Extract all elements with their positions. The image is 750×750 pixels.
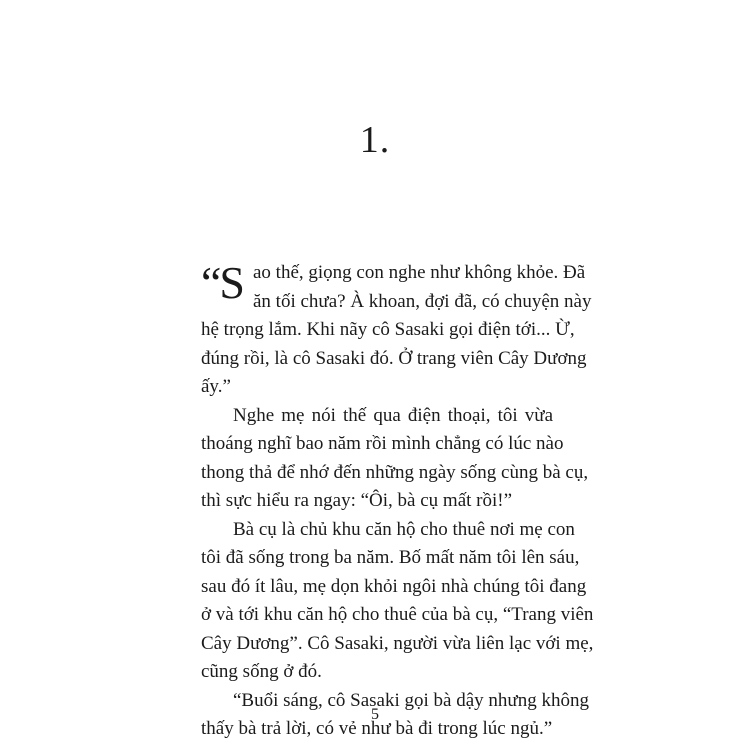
drop-cap: “S xyxy=(201,257,243,308)
text-line: thong thả để nhớ đến những ngày sống cùng bà cụ, xyxy=(201,461,589,483)
text-line: hệ trọng lắm. Khi nãy cô Sasaki gọi điện tới... Ừ, xyxy=(201,319,575,340)
text-line: ăn tối chưa? À khoan, đợi đã, có chuyện này xyxy=(253,290,592,312)
body-text xyxy=(201,257,594,744)
text-line: “Buổi sáng, cô Sasaki gọi bà dậy nhưng không xyxy=(233,689,589,711)
text-line: Cây Dương”. Cô Sasaki, người vừa liên lạc với mẹ, xyxy=(201,632,594,654)
text-line: ở và tới khu căn hộ cho thuê của bà cụ, “Trang viên xyxy=(201,604,594,625)
chapter-number: 1. xyxy=(359,119,391,161)
text-line: sau đó ít lâu, mẹ dọn khỏi ngôi nhà chúng tôi đang xyxy=(201,575,587,597)
text-line: thoáng nghĩ bao năm rồi mình chẳng có lúc nào xyxy=(201,433,564,454)
text-line: ấy.” xyxy=(201,376,231,397)
text-line: đúng rồi, là cô Sasaki đó. Ở trang viên Cây Dương xyxy=(201,347,587,369)
text-line: ao thế, giọng con nghe như không khỏe. Đã xyxy=(253,262,586,283)
text-line: Nghe mẹ nói thế qua điện thoại, tôi vừa xyxy=(233,404,553,426)
page-number: 5 xyxy=(371,706,379,723)
text-line: thấy bà trả lời, có vẻ như bà đi trong lúc ngủ.” xyxy=(201,718,553,739)
text-line: thì sực hiểu ra ngay: “Ôi, bà cụ mất rồi!” xyxy=(201,490,513,511)
text-line: tôi đã sống trong ba năm. Bố mất năm tôi lên sáu, xyxy=(201,547,580,568)
text-line: cũng sống ở đó. xyxy=(201,661,322,682)
text-line: Bà cụ là chủ khu căn hộ cho thuê nơi mẹ con xyxy=(233,518,575,540)
